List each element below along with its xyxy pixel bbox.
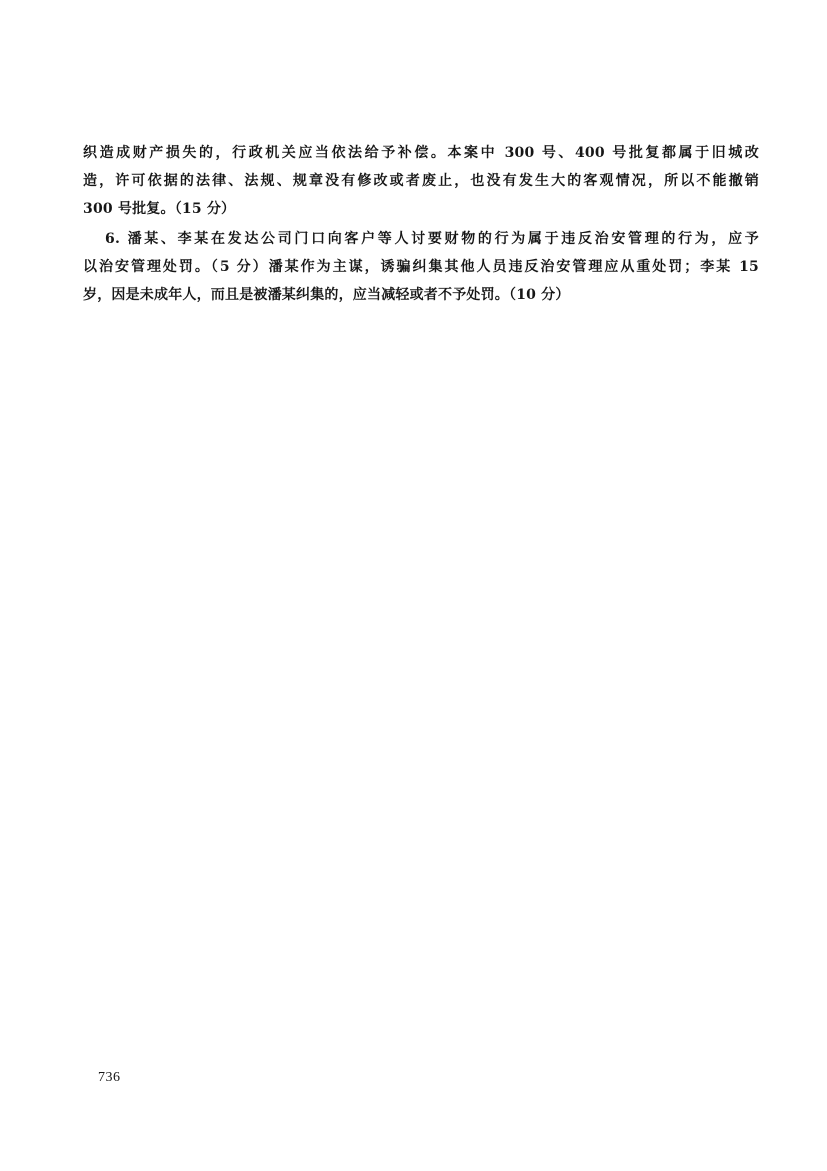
text-line: 6. 潘某、李某在发达公司门口向客户等人讨要财物的行为属于违反治安管理的行为，应予 [105,231,759,247]
text-line: 300 号批复。（15 分） [83,201,236,217]
paragraph-6 [83,225,759,309]
text-line: 以治安管理处罚。（5 分）潘某作为主谋，诱骗纠集其他人员违反治安管理应从重处罚；李某 15 [83,259,759,275]
text-line: 织造成财产损失的，行政机关应当依法给予补偿。本案中 300 号、400 号批复都属于旧城改 [83,145,759,161]
answer-text-block [83,139,759,309]
page-number: 736 [98,1070,121,1085]
text-line: 岁，因是未成年人，而且是被潘某纠集的，应当减轻或者不予处罚。（10 分） [83,287,570,303]
paragraph-5-continuation [83,139,759,223]
text-line: 造，许可依据的法律、法规、规章没有修改或者废止，也没有发生大的客观情况，所以不能撤销 [83,173,759,189]
